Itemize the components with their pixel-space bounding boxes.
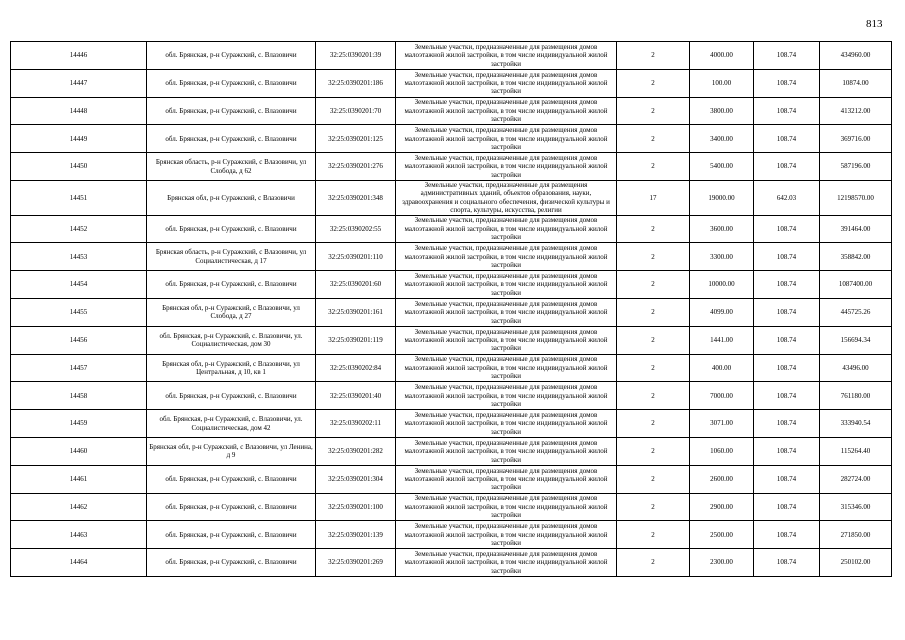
record-id-cell: 14460	[11, 437, 147, 465]
record-id-cell: 14452	[11, 215, 147, 243]
group-number-cell: 2	[617, 549, 690, 577]
record-id-cell: 14458	[11, 382, 147, 410]
land-use-cell: Земельные участки, предназначенные для размещения домов малоэтажной жилой застройки, в том числе индивидуальной жилой застройки	[396, 97, 617, 125]
cadastral-value-cell: 1087400.00	[820, 271, 892, 299]
land-use-cell: Земельные участки, предназначенные для размещения домов малоэтажной жилой застройки, в том числе индивидуальной жилой застройки	[396, 153, 617, 181]
cadastral-value-cell: 369716.00	[820, 125, 892, 153]
group-number-cell: 2	[617, 97, 690, 125]
record-id-cell: 14450	[11, 153, 147, 181]
rate-cell: 108.74	[754, 69, 820, 97]
area-cell: 7000.00	[690, 382, 754, 410]
cadastral-value-cell: 271850.00	[820, 521, 892, 549]
address-cell: обл. Брянская, р-н Суражский, с. Влазовичи	[147, 382, 316, 410]
land-use-cell: Земельные участки, предназначенные для размещения домов малоэтажной жилой застройки, в том числе индивидуальной жилой застройки	[396, 243, 617, 271]
area-cell: 2900.00	[690, 493, 754, 521]
cadastral-number-cell: 32:25:0390201:70	[316, 97, 396, 125]
cadastral-value-cell: 156694.34	[820, 326, 892, 354]
address-cell: обл. Брянская, р-н Суражский, с. Влазовичи	[147, 42, 316, 70]
cadastral-value-cell: 434960.00	[820, 42, 892, 70]
rate-cell: 108.74	[754, 271, 820, 299]
group-number-cell: 2	[617, 437, 690, 465]
table-row	[11, 382, 892, 410]
rate-cell: 108.74	[754, 382, 820, 410]
table-row	[11, 326, 892, 354]
record-id-cell: 14455	[11, 299, 147, 327]
area-cell: 3600.00	[690, 215, 754, 243]
address-cell: обл. Брянская, р-н Суражский, с. Влазовичи	[147, 97, 316, 125]
record-id-cell: 14451	[11, 180, 147, 215]
address-cell: обл. Брянская, р-н Суражский, с. Влазовичи	[147, 125, 316, 153]
group-number-cell: 2	[617, 299, 690, 327]
area-cell: 400.00	[690, 354, 754, 382]
group-number-cell: 2	[617, 69, 690, 97]
cadastral-value-cell: 315346.00	[820, 493, 892, 521]
address-cell: обл. Брянская, р-н Суражский, с. Влазовичи	[147, 215, 316, 243]
cadastral-value-cell: 115264.40	[820, 437, 892, 465]
cadastral-number-cell: 32:25:0390201:276	[316, 153, 396, 181]
cadastral-number-cell: 32:25:0390202:55	[316, 215, 396, 243]
rate-cell: 108.74	[754, 437, 820, 465]
rate-cell: 642.03	[754, 180, 820, 215]
land-use-cell: Земельные участки, предназначенные для размещения домов малоэтажной жилой застройки, в том числе индивидуальной жилой застройки	[396, 410, 617, 438]
record-id-cell: 14457	[11, 354, 147, 382]
table-row	[11, 465, 892, 493]
record-id-cell: 14453	[11, 243, 147, 271]
group-number-cell: 2	[617, 410, 690, 438]
rate-cell: 108.74	[754, 549, 820, 577]
rate-cell: 108.74	[754, 521, 820, 549]
cadastral-number-cell: 32:25:0390202:84	[316, 354, 396, 382]
group-number-cell: 2	[617, 243, 690, 271]
record-id-cell: 14448	[11, 97, 147, 125]
area-cell: 2600.00	[690, 465, 754, 493]
record-id-cell: 14462	[11, 493, 147, 521]
cadastral-number-cell: 32:25:0390201:348	[316, 180, 396, 215]
cadastral-value-cell: 358842.00	[820, 243, 892, 271]
address-cell: обл. Брянская, р-н Суражский, с. Влазовичи	[147, 521, 316, 549]
cadastral-value-cell: 10874.00	[820, 69, 892, 97]
cadastral-number-cell: 32:25:0390201:269	[316, 549, 396, 577]
cadastral-number-cell: 32:25:0390201:282	[316, 437, 396, 465]
cadastral-number-cell: 32:25:0390201:304	[316, 465, 396, 493]
group-number-cell: 17	[617, 180, 690, 215]
group-number-cell: 2	[617, 521, 690, 549]
table-row	[11, 354, 892, 382]
group-number-cell: 2	[617, 493, 690, 521]
rate-cell: 108.74	[754, 299, 820, 327]
cadastral-value-cell: 391464.00	[820, 215, 892, 243]
address-cell: Брянская обл, р-н Суражский, с Влазовичи	[147, 180, 316, 215]
record-id-cell: 14449	[11, 125, 147, 153]
rate-cell: 108.74	[754, 42, 820, 70]
land-use-cell: Земельные участки, предназначенные для размещения домов малоэтажной жилой застройки, в том числе индивидуальной жилой застройки	[396, 437, 617, 465]
table-body	[11, 42, 892, 577]
table-row	[11, 299, 892, 327]
rate-cell: 108.74	[754, 243, 820, 271]
address-cell: обл. Брянская, р-н Суражский, с. Влазовичи	[147, 549, 316, 577]
land-use-cell: Земельные участки, предназначенные для размещения домов малоэтажной жилой застройки, в том числе индивидуальной жилой застройки	[396, 521, 617, 549]
cadastral-registry-table	[10, 41, 892, 577]
rate-cell: 108.74	[754, 215, 820, 243]
group-number-cell: 2	[617, 215, 690, 243]
table-row	[11, 271, 892, 299]
address-cell: обл. Брянская, р-н Суражский, с. Влазовичи	[147, 465, 316, 493]
record-id-cell: 14464	[11, 549, 147, 577]
area-cell: 1060.00	[690, 437, 754, 465]
group-number-cell: 2	[617, 125, 690, 153]
cadastral-number-cell: 32:25:0390201:100	[316, 493, 396, 521]
table-row	[11, 125, 892, 153]
cadastral-value-cell: 587196.00	[820, 153, 892, 181]
area-cell: 100.00	[690, 69, 754, 97]
address-cell: обл. Брянская, р-н Суражский, с. Влазовичи, ул. Социалистическая, дом 42	[147, 410, 316, 438]
land-use-cell: Земельные участки, предназначенные для размещения домов малоэтажной жилой застройки, в том числе индивидуальной жилой застройки	[396, 215, 617, 243]
land-use-cell: Земельные участки, предназначенные для размещения домов малоэтажной жилой застройки, в том числе индивидуальной жилой застройки	[396, 42, 617, 70]
cadastral-number-cell: 32:25:0390202:11	[316, 410, 396, 438]
rate-cell: 108.74	[754, 493, 820, 521]
cadastral-value-cell: 250102.00	[820, 549, 892, 577]
area-cell: 3400.00	[690, 125, 754, 153]
land-use-cell: Земельные участки, предназначенные для размещения домов малоэтажной жилой застройки, в том числе индивидуальной жилой застройки	[396, 271, 617, 299]
area-cell: 10000.00	[690, 271, 754, 299]
rate-cell: 108.74	[754, 125, 820, 153]
land-use-cell: Земельные участки, предназначенные для размещения домов малоэтажной жилой застройки, в том числе индивидуальной жилой застройки	[396, 465, 617, 493]
cadastral-number-cell: 32:25:0390201:110	[316, 243, 396, 271]
cadastral-number-cell: 32:25:0390201:139	[316, 521, 396, 549]
address-cell: обл. Брянская, р-н Суражский, с. Влазовичи	[147, 69, 316, 97]
group-number-cell: 2	[617, 382, 690, 410]
table-row	[11, 153, 892, 181]
land-use-cell: Земельные участки, предназначенные для размещения домов малоэтажной жилой застройки, в том числе индивидуальной жилой застройки	[396, 326, 617, 354]
table-row	[11, 243, 892, 271]
area-cell: 2500.00	[690, 521, 754, 549]
cadastral-number-cell: 32:25:0390201:119	[316, 326, 396, 354]
area-cell: 3800.00	[690, 97, 754, 125]
cadastral-value-cell: 43496.00	[820, 354, 892, 382]
land-use-cell: Земельные участки, предназначенные для размещения домов малоэтажной жилой застройки, в том числе индивидуальной жилой застройки	[396, 125, 617, 153]
area-cell: 3071.00	[690, 410, 754, 438]
rate-cell: 108.74	[754, 153, 820, 181]
table-row	[11, 180, 892, 215]
record-id-cell: 14446	[11, 42, 147, 70]
area-cell: 2300.00	[690, 549, 754, 577]
land-use-cell: Земельные участки, предназначенные для размещения домов малоэтажной жилой застройки, в том числе индивидуальной жилой застройки	[396, 354, 617, 382]
record-id-cell: 14454	[11, 271, 147, 299]
table-row	[11, 521, 892, 549]
land-use-cell: Земельные участки, предназначенные для размещения домов малоэтажной жилой застройки, в том числе индивидуальной жилой застройки	[396, 69, 617, 97]
table-row	[11, 410, 892, 438]
cadastral-number-cell: 32:25:0390201:161	[316, 299, 396, 327]
land-use-cell: Земельные участки, предназначенные для размещения домов малоэтажной жилой застройки, в том числе индивидуальной жилой застройки	[396, 382, 617, 410]
cadastral-value-cell: 761180.00	[820, 382, 892, 410]
cadastral-value-cell: 282724.00	[820, 465, 892, 493]
table-row	[11, 493, 892, 521]
record-id-cell: 14463	[11, 521, 147, 549]
address-cell: обл. Брянская, р-н Суражский, с. Влазовичи	[147, 271, 316, 299]
table-row	[11, 549, 892, 577]
area-cell: 19000.00	[690, 180, 754, 215]
group-number-cell: 2	[617, 465, 690, 493]
cadastral-number-cell: 32:25:0390201:125	[316, 125, 396, 153]
rate-cell: 108.74	[754, 410, 820, 438]
address-cell: Брянская обл, р-н Суражский, с Влазовичи, ул Слобода, д 27	[147, 299, 316, 327]
land-use-cell: Земельные участки, предназначенные для размещения административных зданий, объектов образования, науки, здравоохранения и социального обеспечения, физической культуры и спорта, культуры, искусства, религии	[396, 180, 617, 215]
rate-cell: 108.74	[754, 465, 820, 493]
land-use-cell: Земельные участки, предназначенные для размещения домов малоэтажной жилой застройки, в том числе индивидуальной жилой застройки	[396, 493, 617, 521]
rate-cell: 108.74	[754, 354, 820, 382]
table-row	[11, 437, 892, 465]
record-id-cell: 14447	[11, 69, 147, 97]
record-id-cell: 14459	[11, 410, 147, 438]
record-id-cell: 14456	[11, 326, 147, 354]
area-cell: 1441.00	[690, 326, 754, 354]
address-cell: Брянская обл, р-н Суражский, с Влазовичи, ул Центральная, д 10, кв 1	[147, 354, 316, 382]
group-number-cell: 2	[617, 153, 690, 181]
area-cell: 4099.00	[690, 299, 754, 327]
table-row	[11, 69, 892, 97]
table-row	[11, 215, 892, 243]
address-cell: Брянская область, р-н Суражский, с Влазовичи, ул Слобода, д 62	[147, 153, 316, 181]
area-cell: 4000.00	[690, 42, 754, 70]
cadastral-value-cell: 12198570.00	[820, 180, 892, 215]
address-cell: обл. Брянская, р-н Суражский, с. Влазовичи, ул. Социалистическая, дом 30	[147, 326, 316, 354]
record-id-cell: 14461	[11, 465, 147, 493]
table-row	[11, 97, 892, 125]
group-number-cell: 2	[617, 326, 690, 354]
cadastral-value-cell: 445725.26	[820, 299, 892, 327]
address-cell: Брянская область, р-н Суражский, с Влазовичи, ул Социалистическая, д 17	[147, 243, 316, 271]
group-number-cell: 2	[617, 354, 690, 382]
rate-cell: 108.74	[754, 326, 820, 354]
group-number-cell: 2	[617, 271, 690, 299]
land-use-cell: Земельные участки, предназначенные для размещения домов малоэтажной жилой застройки, в том числе индивидуальной жилой застройки	[396, 549, 617, 577]
cadastral-number-cell: 32:25:0390201:186	[316, 69, 396, 97]
rate-cell: 108.74	[754, 97, 820, 125]
page-number: 813	[866, 18, 883, 30]
cadastral-number-cell: 32:25:0390201:60	[316, 271, 396, 299]
address-cell: обл. Брянская, р-н Суражский, с. Влазовичи	[147, 493, 316, 521]
cadastral-number-cell: 32:25:0390201:39	[316, 42, 396, 70]
cadastral-number-cell: 32:25:0390201:40	[316, 382, 396, 410]
area-cell: 3300.00	[690, 243, 754, 271]
table-row	[11, 42, 892, 70]
group-number-cell: 2	[617, 42, 690, 70]
cadastral-value-cell: 333940.54	[820, 410, 892, 438]
address-cell: Брянская обл, р-н Суражский, с Влазовичи, ул Ленина, д 9	[147, 437, 316, 465]
cadastral-value-cell: 413212.00	[820, 97, 892, 125]
land-use-cell: Земельные участки, предназначенные для размещения домов малоэтажной жилой застройки, в том числе индивидуальной жилой застройки	[396, 299, 617, 327]
area-cell: 5400.00	[690, 153, 754, 181]
